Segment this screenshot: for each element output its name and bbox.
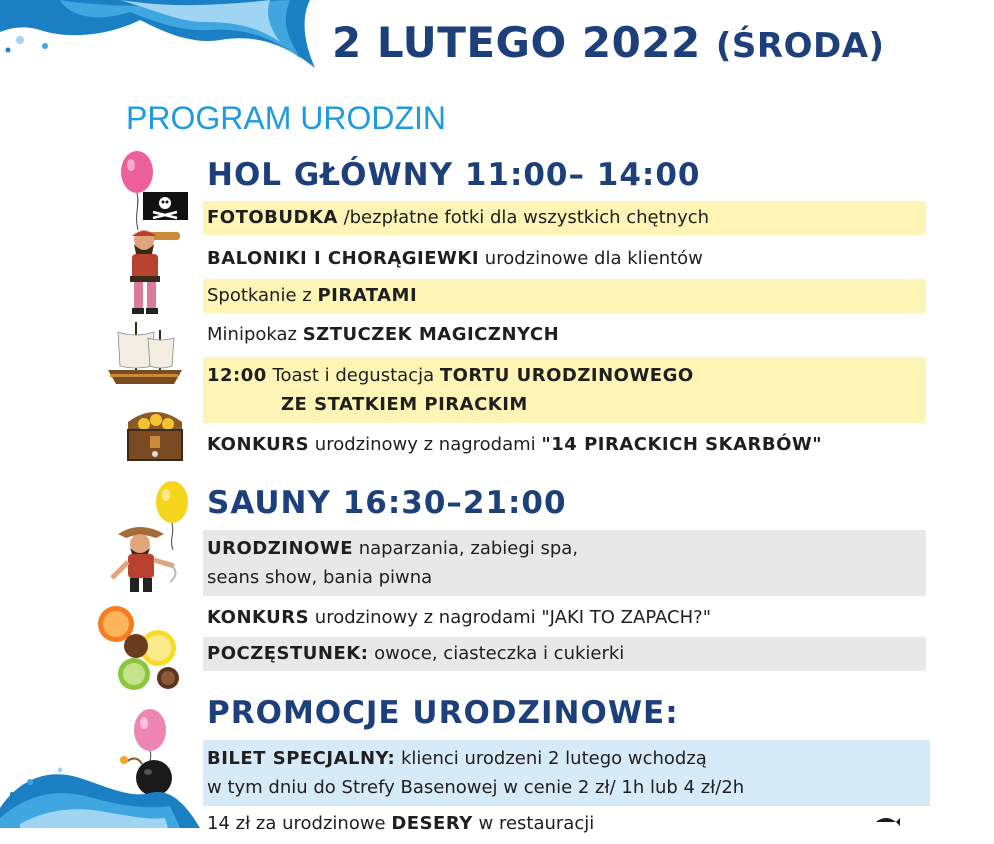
pirate-icon xyxy=(116,226,186,318)
date-main: 2 LUTEGO 2022 xyxy=(332,18,701,67)
row-text: Minipokaz xyxy=(207,324,303,345)
sauny-section-title: SAUNY 16:30–21:00 xyxy=(207,485,567,521)
hol-row-piraci xyxy=(203,279,926,313)
row-bold: 12:00 xyxy=(207,365,267,386)
row-text: urodzinowy z nagrodami "JAKI TO ZAPACH?" xyxy=(309,607,711,628)
pirate-captain-icon xyxy=(100,522,182,596)
row-text: Toast i degustacja xyxy=(266,365,440,386)
row-bold-2: TORTU URODZINOWEGO xyxy=(439,365,694,386)
row-bold: BILET SPECJALNY: xyxy=(207,748,396,769)
promocje-row-desery xyxy=(203,810,926,844)
ship-icon xyxy=(104,318,186,390)
row-line-2: w tym dniu do Strefy Basenowej w cenie 2 zł/ 1h lub 4 zł/2h xyxy=(207,777,745,798)
row-bold: PIRATAMI xyxy=(317,285,418,306)
row-text: /bezpłatne fotki dla wszystkich chętnych xyxy=(337,207,710,228)
row-text: Spotkanie z xyxy=(207,285,318,306)
row-bold-2: "14 PIRACKICH SKARBÓW" xyxy=(541,434,823,455)
pirate-flag-icon xyxy=(141,190,191,224)
hol-row-konkurs xyxy=(203,428,943,462)
hol-section-title: HOL GŁÓWNY 11:00– 14:00 xyxy=(207,157,701,193)
fish-icon xyxy=(872,812,902,828)
wave-decoration-top xyxy=(0,0,320,70)
event-date xyxy=(332,18,885,67)
row-bold: KONKURS xyxy=(207,607,310,628)
sauny-row-urodzinowe xyxy=(203,530,926,596)
row-bold: POCZĘSTUNEK: xyxy=(207,643,369,664)
row-text-2: w restauracji xyxy=(472,813,595,834)
hol-row-fotobudka xyxy=(203,201,926,235)
hol-row-tort xyxy=(203,357,926,423)
row-text: klienci urodzeni 2 lutego wchodzą xyxy=(395,748,707,769)
fruits-icon xyxy=(96,604,188,694)
date-day: (ŚRODA) xyxy=(715,26,885,66)
row-text: owoce, ciasteczka i cukierki xyxy=(368,643,625,664)
row-text: 14 zł za urodzinowe xyxy=(207,813,392,834)
row-bold: SZTUCZEK MAGICZNYCH xyxy=(302,324,560,345)
row-bold: DESERY xyxy=(391,813,473,834)
row-bold: KONKURS xyxy=(207,434,310,455)
row-text: naparzania, zabiegi spa, xyxy=(353,538,579,559)
row-text: urodzinowy z nagrodami xyxy=(309,434,542,455)
promocje-section-title: PROMOCJE URODZINOWE: xyxy=(207,695,679,731)
row-bold: FOTOBUDKA xyxy=(207,207,338,228)
promocje-row-bilet xyxy=(203,740,930,806)
wave-decoration-bottom xyxy=(0,748,200,828)
row-text: urodzinowe dla klientów xyxy=(479,248,703,269)
hol-row-sztuczki xyxy=(203,318,926,352)
row-bold: BALONIKI I CHORĄGIEWKI xyxy=(207,248,480,269)
program-title: PROGRAM URODZIN xyxy=(126,100,446,136)
hol-row-baloniki xyxy=(203,242,926,276)
treasure-chest-icon xyxy=(124,400,186,464)
row-bold: URODZINOWE xyxy=(207,538,353,559)
sauny-row-konkurs xyxy=(203,601,926,635)
row-line-2: ZE STATKIEM PIRACKIM xyxy=(281,394,528,415)
sauny-row-poczestunek xyxy=(203,637,926,671)
row-line-2: seans show, bania piwna xyxy=(207,567,433,588)
